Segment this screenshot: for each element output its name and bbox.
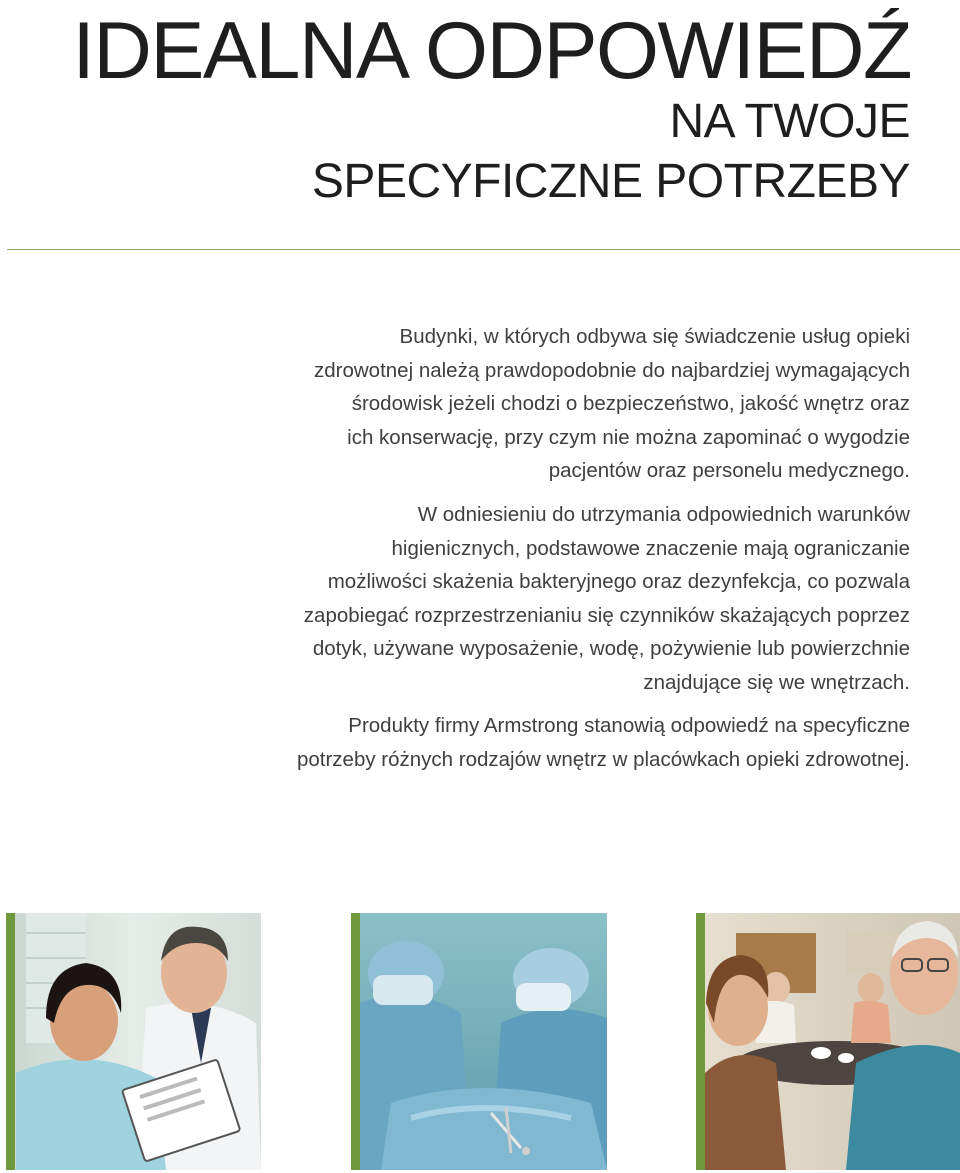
divider-rule — [7, 249, 960, 250]
text-line: pacjentów oraz personelu medycznego. — [548, 459, 910, 482]
text-line: ich konserwację, przy czym nie można zapominać o wygodzie — [347, 425, 910, 449]
text-line: znajdujące się we wnętrzach. — [643, 670, 910, 694]
text-line: środowisk jeżeli chodzi o bezpieczeństwo, jakość wnętrz oraz — [351, 392, 910, 415]
title-line-2: NA TWOJE — [669, 95, 910, 148]
text-line: Produkty firmy Armstrong stanowią odpowiedź na specyficzne — [348, 714, 910, 737]
text-line: potrzeby różnych rodzajów wnętrz w placówkach opieki zdrowotnej. — [296, 747, 910, 771]
title-line-1: IDEALNA ODPOWIEDŹ — [72, 6, 911, 96]
text-line: zdrowotnej należą prawdopodobnie do najbardziej wymagających — [313, 358, 910, 382]
text-line: zapobiegać rozprzestrzenianiu się czynników skażających poprzez — [303, 603, 910, 627]
photo-surgery-team — [351, 913, 607, 1170]
text-line: możliwości skażenia bakteryjnego oraz dezynfekcja, co pozwala — [327, 570, 910, 593]
photo-elderly-care — [696, 913, 960, 1170]
paragraph-armstrong — [297, 709, 910, 776]
text-line: W odniesieniu do utrzymania odpowiednich warunków — [417, 503, 910, 526]
paragraph-intro — [314, 320, 910, 488]
text-line: dotyk, używane wyposażenie, wodę, pożywienie lub powierzchnie — [312, 637, 910, 660]
text-line: higienicznych, podstawowe znaczenie mają ograniczanie — [391, 536, 910, 560]
text-line: Budynki, w których odbywa się świadczenie usług opieki — [399, 325, 910, 348]
paragraph-hygiene — [304, 498, 910, 699]
photo-nurse-and-doctor — [6, 913, 261, 1170]
title-line-3: SPECYFICZNE POTRZEBY — [311, 155, 910, 208]
